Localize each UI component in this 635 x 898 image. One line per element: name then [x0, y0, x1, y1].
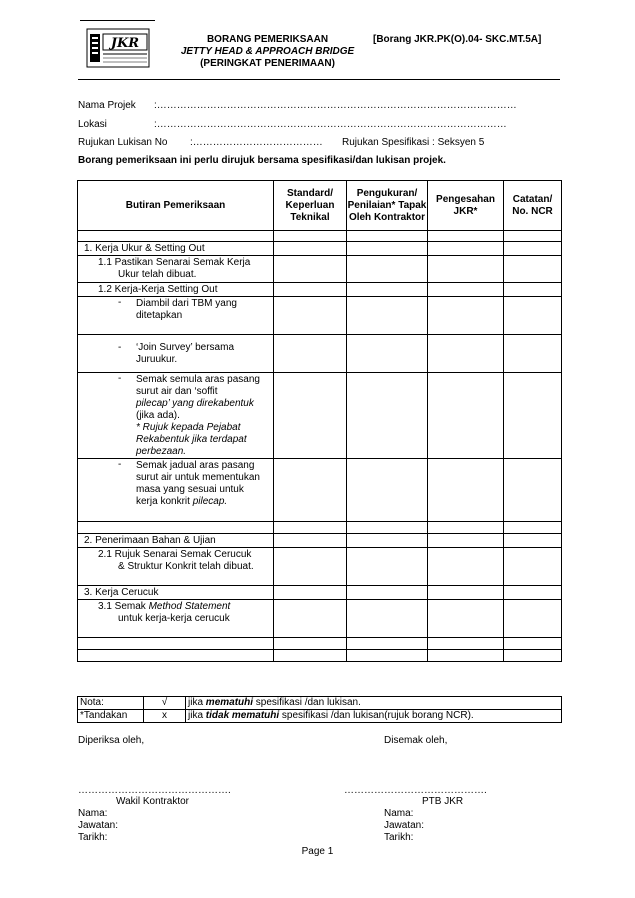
page-number: Page 1: [301, 846, 334, 857]
header-butiran: Butiran Pemeriksaan: [78, 181, 274, 231]
table-row: [78, 242, 562, 256]
cell-catatan[interactable]: [504, 297, 562, 335]
cell-catatan[interactable]: [504, 373, 562, 459]
tarikh-left: Tarikh:: [78, 832, 108, 843]
cell-standard[interactable]: [274, 242, 347, 256]
cell-standard[interactable]: [274, 335, 347, 373]
title-line-3: (PERINGKAT PENERIMAAN): [200, 58, 335, 69]
form-code: [Borang JKR.PK(O).04- SKC.MT.5A]: [373, 34, 542, 45]
table-row: [78, 600, 562, 638]
cell-catatan[interactable]: [504, 283, 562, 297]
cell-pengesahan[interactable]: [428, 335, 504, 373]
table-header-row: [78, 181, 562, 231]
cell-catatan[interactable]: [504, 534, 562, 548]
header-standard: Standard/ Keperluan Teknikal: [274, 181, 347, 231]
nota-label: Nota:: [78, 697, 144, 710]
check-symbol: √: [144, 697, 186, 710]
wakil-kontraktor: Wakil Kontraktor: [116, 796, 189, 807]
tandakan-label: *Tandakan: [78, 710, 144, 723]
inspection-table: [77, 180, 562, 662]
section-3-title: 3. Kerja Cerucuk: [84, 587, 159, 598]
table-row: [78, 231, 562, 242]
table-row: [78, 534, 562, 548]
svg-text:JKR: JKR: [110, 36, 140, 51]
header-rule: [78, 79, 560, 80]
cell-catatan[interactable]: [504, 256, 562, 283]
ptb-jkr: PTB JKR: [422, 796, 464, 807]
cell-standard[interactable]: [274, 256, 347, 283]
cell-pengesahan[interactable]: [428, 256, 504, 283]
rujukan-lukisan-label: Rujukan Lukisan No: [78, 137, 168, 148]
cell-standard[interactable]: [274, 459, 347, 522]
cell-catatan[interactable]: [504, 459, 562, 522]
cell-pengesahan[interactable]: [428, 459, 504, 522]
nama-projek-field[interactable]: :………………………………………………………………………………………………: [154, 100, 517, 111]
table-row: [78, 650, 562, 662]
signature-line-left[interactable]: ……………………………………….: [78, 785, 231, 796]
header-rule-short: [80, 20, 155, 21]
cell-catatan[interactable]: [504, 548, 562, 586]
cell-pengesahan[interactable]: [428, 283, 504, 297]
bullet-join-survey: - ‘Join Survey’ bersama Juruukur.: [118, 342, 235, 365]
bullet-jadual-aras: - Semak jadual aras pasang surut air untuk mementukan masa yang sesuai untuk kerja konkrit pilecap.: [118, 459, 260, 507]
cell-standard[interactable]: [274, 297, 347, 335]
cell-pengukuran[interactable]: [347, 459, 428, 522]
cell-pengukuran[interactable]: [347, 600, 428, 638]
rujukan-spesifikasi: Rujukan Spesifikasi : Seksyen 5: [342, 137, 485, 148]
x-meaning: jika tidak mematuhi spesifikasi /dan lukisan(rujuk borang NCR).: [186, 710, 562, 723]
table-row: [78, 548, 562, 586]
instruction-note: Borang pemeriksaan ini perlu dirujuk bersama spesifikasi/dan lukisan projek.: [78, 155, 446, 166]
form-title: [155, 34, 380, 70]
table-row: [78, 638, 562, 650]
item-1-1: 1.1 Pastikan Senarai Semak Kerja Ukur telah dibuat.: [98, 257, 251, 280]
signature-line-right[interactable]: …………………………………….: [344, 785, 487, 796]
table-row: [78, 283, 562, 297]
jkr-logo: [86, 28, 150, 68]
cell-catatan[interactable]: [504, 586, 562, 600]
cell-standard[interactable]: [274, 283, 347, 297]
cell-pengesahan[interactable]: [428, 586, 504, 600]
disemak-oleh: Disemak oleh,: [384, 735, 448, 746]
nama-left: Nama:: [78, 808, 108, 819]
x-symbol: x: [144, 710, 186, 723]
cell-standard[interactable]: [274, 548, 347, 586]
cell-standard[interactable]: [274, 534, 347, 548]
bullet-aras-pasang: - Semak semula aras pasang surut air dan ‘soffit pilecap’ yang direkabentuk (jika ada). * Rujuk kepada Pejabat Rekabentuk jika terdapat perbezaan.: [118, 373, 260, 457]
cell-standard[interactable]: [274, 600, 347, 638]
cell-pengukuran[interactable]: [347, 534, 428, 548]
table-row: [78, 335, 562, 373]
cell-standard[interactable]: [274, 373, 347, 459]
table-row: [78, 586, 562, 600]
cell-catatan[interactable]: [504, 335, 562, 373]
section-1-title: 1. Kerja Ukur & Setting Out: [84, 243, 205, 254]
cell-pengukuran[interactable]: [347, 548, 428, 586]
item-2-1: 2.1 Rujuk Senarai Semak Cerucuk & Struktur Konkrit telah dibuat.: [98, 549, 254, 572]
cell-pengesahan[interactable]: [428, 373, 504, 459]
cell-pengukuran[interactable]: [347, 242, 428, 256]
cell-standard[interactable]: [274, 586, 347, 600]
item-1-2: 1.2 Kerja-Kerja Setting Out: [98, 284, 218, 295]
header-pengesahan: Pengesahan JKR*: [428, 181, 504, 231]
jawatan-right: Jawatan:: [384, 820, 425, 831]
lokasi-field[interactable]: :……………………………………………………………………………………………: [154, 119, 507, 130]
table-row: [78, 459, 562, 522]
cell-pengesahan[interactable]: [428, 600, 504, 638]
lokasi-label: Lokasi: [78, 119, 107, 130]
cell-pengesahan[interactable]: [428, 297, 504, 335]
nama-right: Nama:: [384, 808, 414, 819]
cell-pengesahan[interactable]: [428, 242, 504, 256]
section-2-title: 2. Penerimaan Bahan & Ujian: [84, 535, 216, 546]
header-pengukuran: Pengukuran/ Penilaian* Tapak Oleh Kontraktor: [347, 181, 428, 231]
cell-pengukuran[interactable]: [347, 256, 428, 283]
diperiksa-oleh: Diperiksa oleh,: [78, 735, 145, 746]
table-row: [78, 522, 562, 534]
legend-table: [77, 696, 562, 723]
cell-catatan[interactable]: [504, 242, 562, 256]
cell-pengesahan[interactable]: [428, 534, 504, 548]
nama-projek-label: Nama Projek: [78, 100, 136, 111]
bullet-tbm: - Diambil dari TBM yang ditetapkan: [118, 297, 237, 321]
rujukan-lukisan-field[interactable]: :…………………………………: [190, 137, 323, 148]
cell-pengukuran[interactable]: [347, 283, 428, 297]
title-line-2: JETTY HEAD & APPROACH BRIDGE: [180, 46, 355, 57]
cell-pengukuran[interactable]: [347, 586, 428, 600]
cell-pengukuran[interactable]: [347, 335, 428, 373]
jawatan-left: Jawatan:: [78, 820, 119, 831]
item-3-1: 3.1 Semak Method Statement untuk kerja-kerja cerucuk: [98, 601, 231, 624]
cell-pengukuran[interactable]: [347, 373, 428, 459]
title-line-1: BORANG PEMERIKSAAN: [206, 34, 329, 45]
check-meaning: jika mematuhi spesifikasi /dan lukisan.: [186, 697, 562, 710]
tarikh-right: Tarikh:: [384, 832, 414, 843]
table-row: [78, 256, 562, 283]
table-row: [78, 297, 562, 335]
cell-catatan[interactable]: [504, 600, 562, 638]
table-row: [78, 373, 562, 459]
cell-pengukuran[interactable]: [347, 297, 428, 335]
cell-pengesahan[interactable]: [428, 548, 504, 586]
header-catatan: Catatan/ No. NCR: [504, 181, 562, 231]
